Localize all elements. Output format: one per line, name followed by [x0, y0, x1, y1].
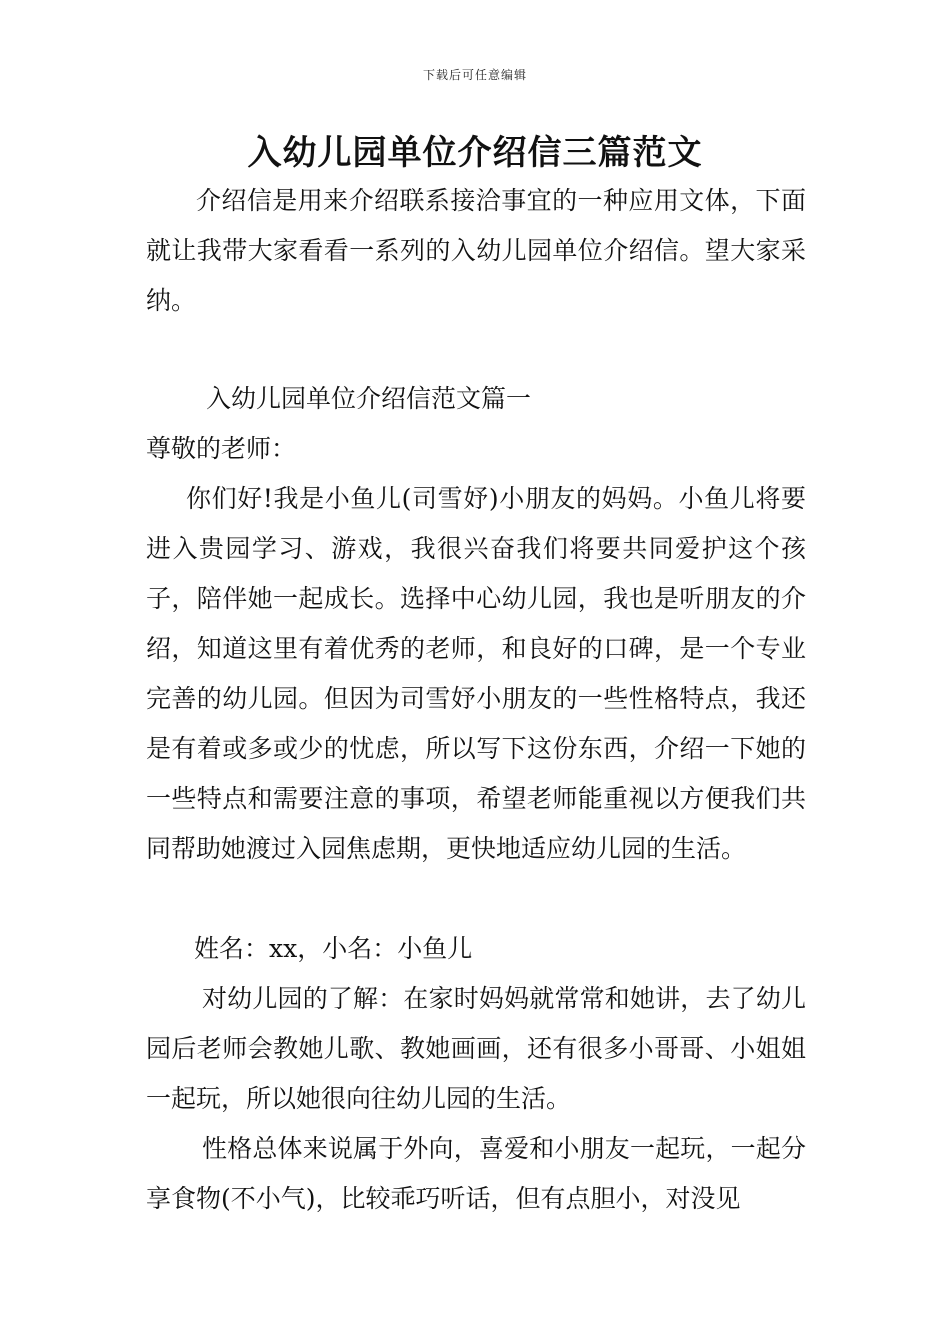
name-line: 姓名：xx，小名：小鱼儿	[194, 934, 473, 963]
section-heading: 入幼儿园单位介绍信范文篇一	[206, 384, 532, 413]
body-paragraph: 性格总体来说属于外向，喜爱和小朋友一起玩，一起分享食物(不小气)，比较乖巧听话，但有点胆小，对没见	[146, 1134, 806, 1213]
document-title: 入幼儿园单位介绍信三篇范文	[247, 133, 703, 173]
salutation: 尊敬的老师：	[146, 434, 297, 463]
header-note: 下载后可任意编辑	[422, 68, 527, 82]
body-paragraph: 你们好!我是小鱼儿(司雪妤)小朋友的妈妈。小鱼儿将要进入贵园学习、游戏，我很兴奋我们将要共同爱护这个孩子，陪伴她一起成长。选择中心幼儿园，我也是听朋友的介绍，知道这里有着优秀的老师，和良好的口碑，是一个专业完善的幼儿园。但因为司雪妤小朋友的一些性格特点，我还是有着或多或少的忧虑，所以写下这份东西，介绍一下她的一些特点和需要注意的事项，希望老师能重视以方便我们共同帮助她渡过入园焦虑期，更快地适应幼儿园的生活。	[146, 484, 806, 863]
body-paragraph: 对幼儿园的了解：在家时妈妈就常常和她讲，去了幼儿园后老师会教她儿歌、教她画画，还有很多小哥哥、小姐姐一起玩，所以她很向往幼儿园的生活。	[146, 984, 806, 1113]
intro-paragraph: 介绍信是用来介绍联系接洽事宜的一种应用文体，下面就让我带大家看看一系列的入幼儿园单位介绍信。望大家采纳。	[146, 186, 806, 315]
